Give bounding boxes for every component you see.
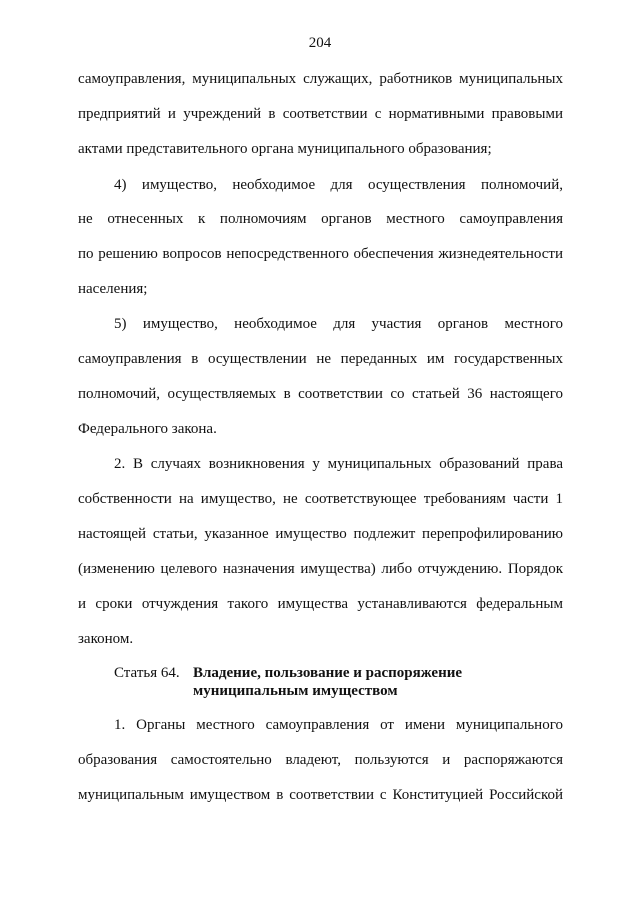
text-line: не отнесенных к полномочиям органов местного самоуправления <box>78 211 563 227</box>
article-title: муниципальным имуществом <box>193 683 398 699</box>
page-number: 204 <box>308 35 332 51</box>
text-line: актами представительного органа муниципального образования; <box>78 141 492 157</box>
text-line: образования самостоятельно владеют, пользуются и распоряжаются <box>78 752 563 768</box>
article-label: Статья 64. <box>114 665 180 681</box>
article-title: Владение, пользование и распоряжение <box>193 665 463 681</box>
text-line: 1. Органы местного самоуправления от имени муниципального <box>114 717 563 733</box>
text-line: по решению вопросов непосредственного обеспечения жизнедеятельности <box>78 246 563 262</box>
text-line: самоуправления в осуществлении не переданных им государственных <box>78 351 563 367</box>
text-line: населения; <box>78 281 148 297</box>
text-line: 5) имущество, необходимое для участия органов местного <box>114 316 563 332</box>
text-line: (изменению целевого назначения имущества) либо отчуждению. Порядок <box>78 561 563 577</box>
text-line: самоуправления, муниципальных служащих, работников муниципальных <box>78 71 563 87</box>
text-line: законом. <box>78 631 134 647</box>
text-line: 4) имущество, необходимое для осуществления полномочий, <box>114 177 563 193</box>
text-line: предприятий и учреждений в соответствии с нормативными правовыми <box>78 106 563 122</box>
text-line: муниципальным имуществом в соответствии с Конституцией Российской <box>78 787 563 803</box>
text-line: собственности на имущество, не соответствующее требованиям части 1 <box>78 491 563 507</box>
text-line: Федерального закона. <box>78 421 217 437</box>
text-line: 2. В случаях возникновения у муниципальных образований права <box>114 456 563 472</box>
text-line: и сроки отчуждения такого имущества устанавливаются федеральным <box>78 596 563 612</box>
text-line: полномочий, осуществляемых в соответствии со статьей 36 настоящего <box>78 386 563 402</box>
text-line: настоящей статьи, указанное имущество подлежит перепрофилированию <box>78 526 563 542</box>
